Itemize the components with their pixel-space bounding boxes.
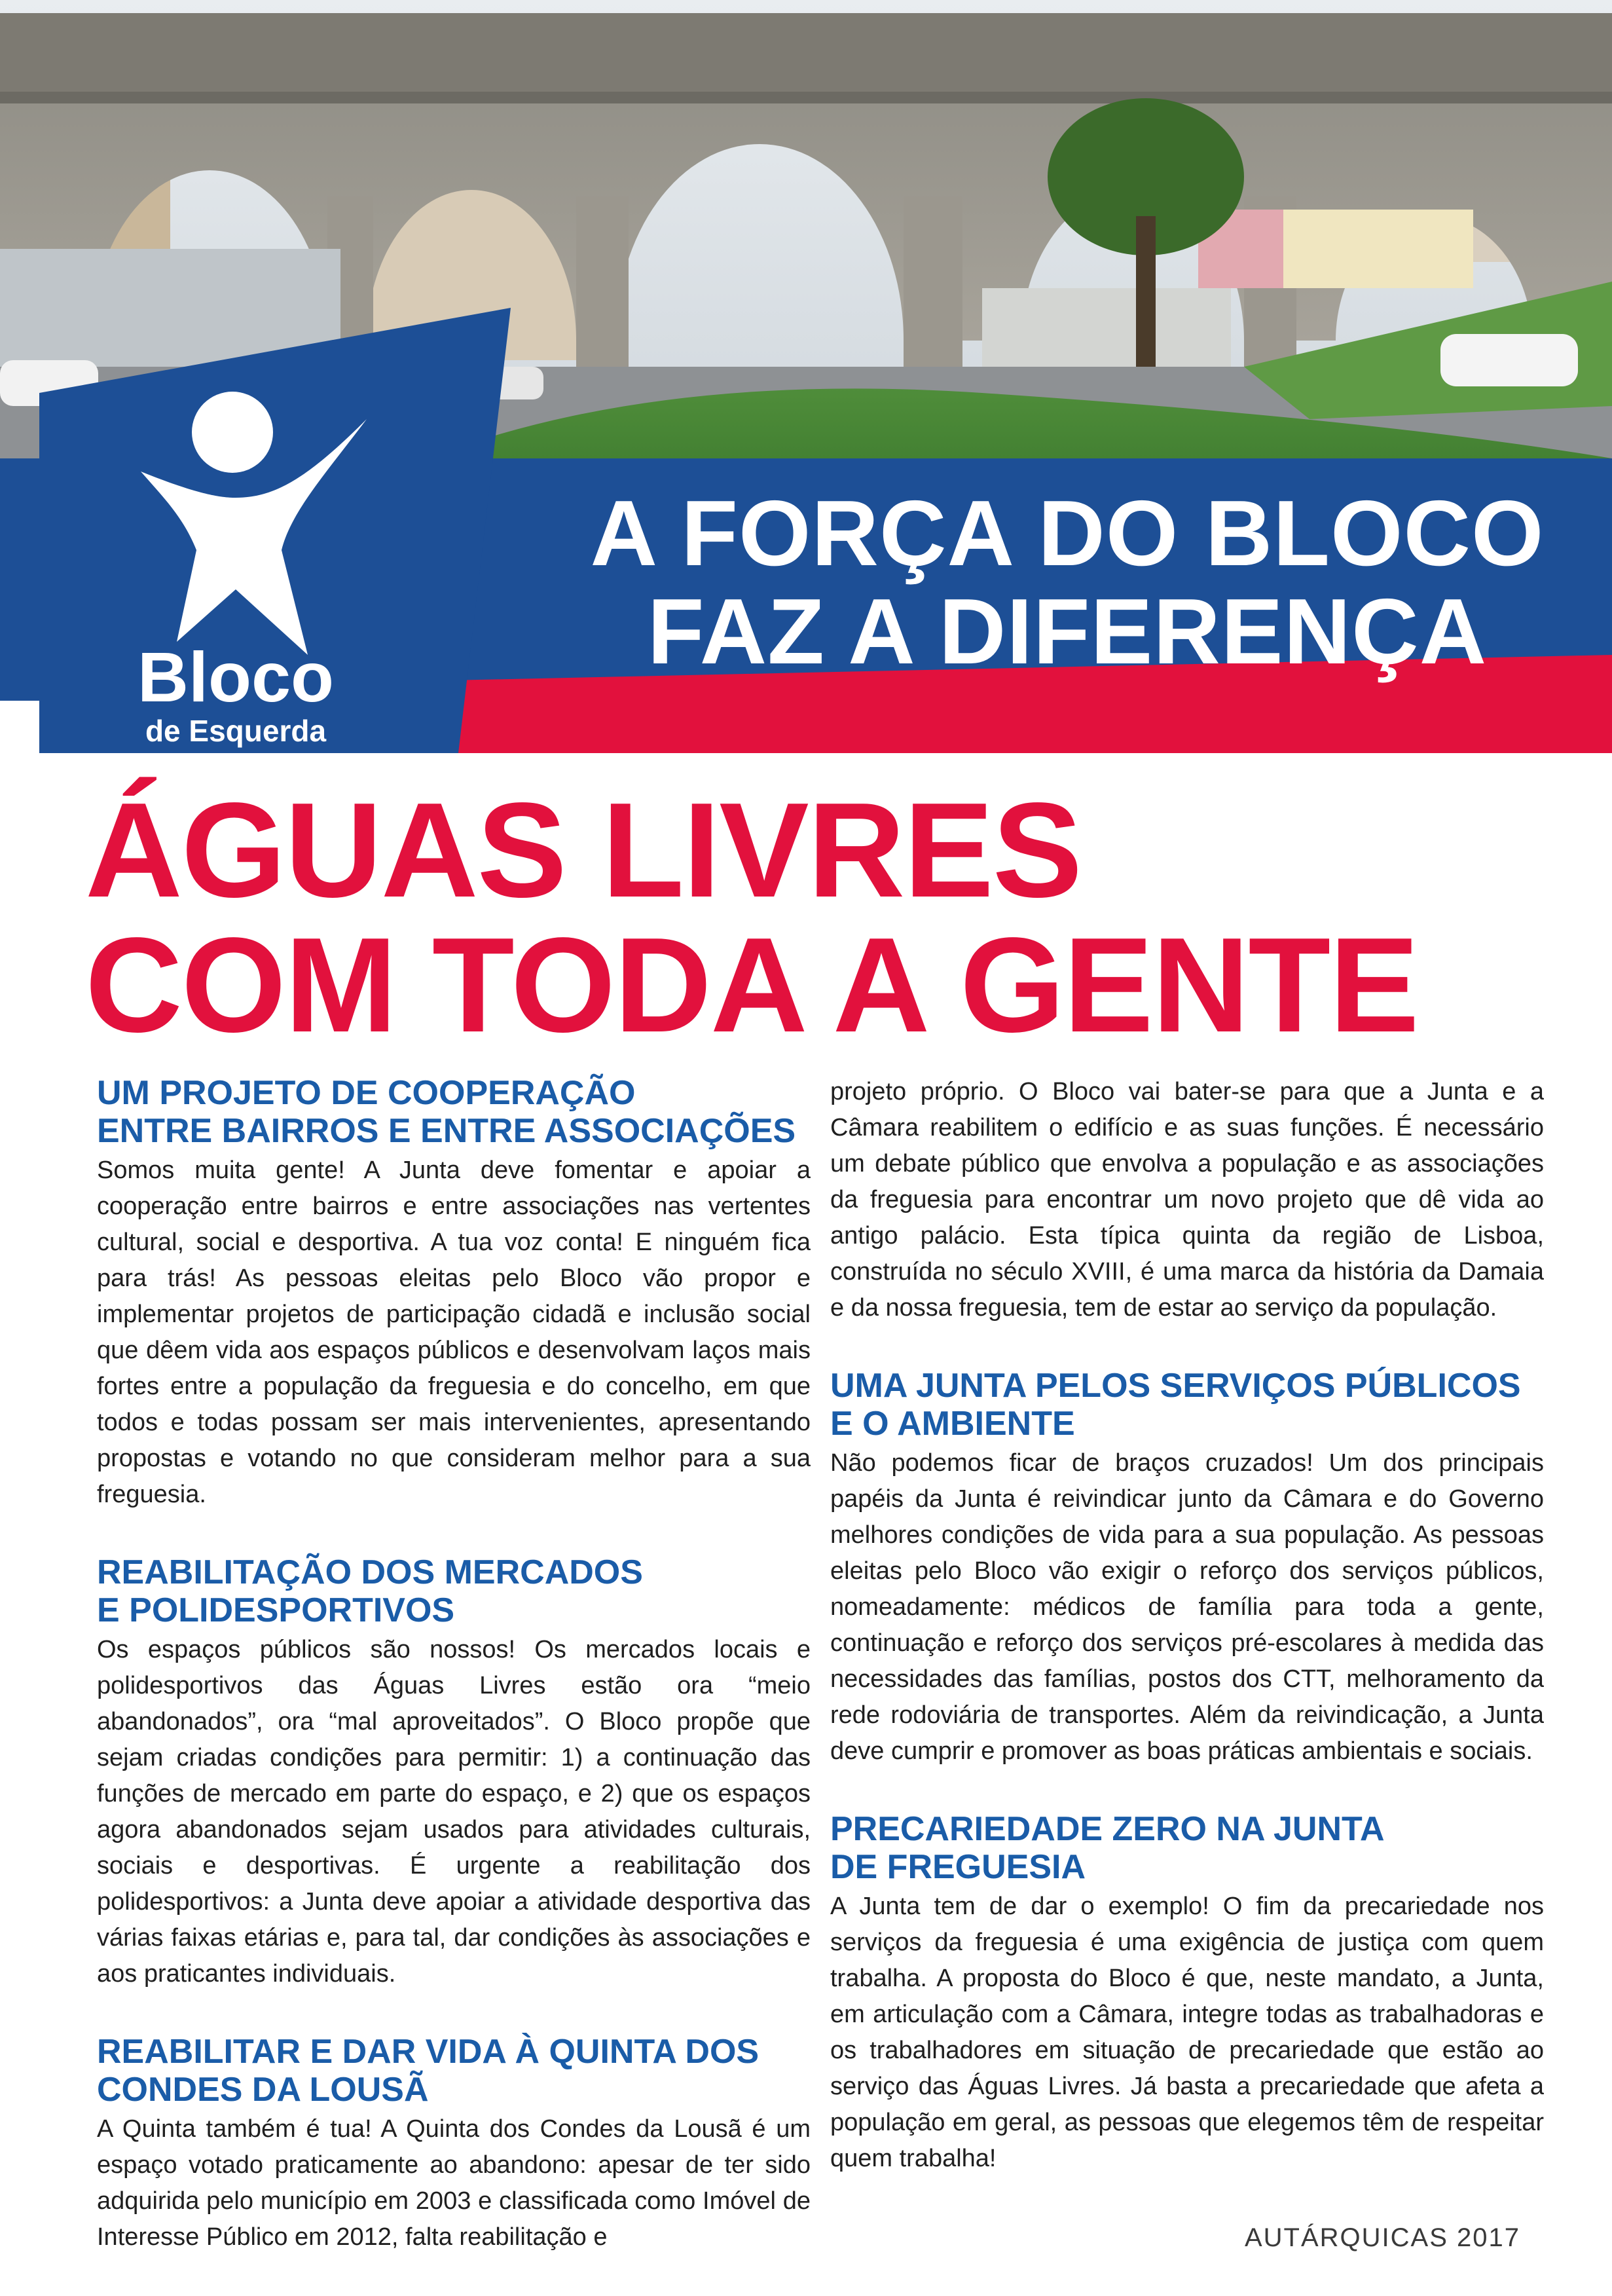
logo-subtitle: de Esquerda xyxy=(145,714,327,748)
headline-line-2: FAZ A DIFERENÇA xyxy=(647,580,1488,684)
section-title xyxy=(830,1810,1544,1886)
headline-line-1: A FORÇA DO BLOCO xyxy=(590,481,1545,585)
section-title-line: UM PROJETO DE COOPERAÇÃO xyxy=(97,1074,636,1112)
section-body: A Quinta também é tua! A Quinta dos Condes da Lousã é um espaço votado praticamente ao abandono: apesar de ter sido adquirida pelo município em 2003 e classificada como Imóvel de Interesse Público em 2012, falta reabilitação e xyxy=(97,2115,811,2251)
section-title xyxy=(830,1367,1544,1443)
hero-banner xyxy=(0,0,1612,753)
section-title-line: E O AMBIENTE xyxy=(830,1405,1075,1443)
footer-label: AUTÁRQUICAS 2017 xyxy=(1244,2223,1520,2252)
section-title-line: DE FREGUESIA xyxy=(830,1848,1086,1886)
main-title-line-1: ÁGUAS LIVRES xyxy=(85,775,1082,925)
section-title-line: REABILITAÇÃO DOS MERCADOS xyxy=(97,1553,643,1591)
section-body: projeto próprio. O Bloco vai bater-se para que a Junta e a Câmara reabilitem o edifício e as suas funções. É necessário um debate público que envolva a população e as associações da freguesia para encontrar um novo projeto que dê vida ao antigo palácio. Esta típica quinta da região de Lisboa, construída no século XVIII, é uma marca da história da Damaia e da nossa freguesia, tem de estar ao serviço da população. xyxy=(830,1078,1544,1322)
section-servicos xyxy=(830,1367,1544,1769)
main-title xyxy=(85,775,1565,1060)
section-title-line: ENTRE BAIRROS E ENTRE ASSOCIAÇÕES xyxy=(97,1112,796,1150)
section-title-line: CONDES DA LOUSÃ xyxy=(97,2071,429,2109)
left-column xyxy=(97,1074,811,2296)
section-mercados xyxy=(97,1553,811,1992)
section-title-line: E POLIDESPORTIVOS xyxy=(97,1591,455,1629)
right-column xyxy=(830,1074,1544,2217)
section-title xyxy=(97,1553,811,1629)
section-body: Os espaços públicos são nossos! Os mercados locais e polidesportivos das Águas Livres estão ora “meio abandonados”, ora “mal aproveitados”. O Bloco propõe que sejam criadas condições para permitir: 1) a continuação das funções de mercado em parte do espaço, e 2) que os espaços agora abandonados sejam usados para atividades culturais, sociais e desportivas. É urgente a reabilitação dos polidesportivos: a Junta deve apoiar a atividade desportiva das várias faixas etárias e, para tal, dar condições às associações e aos praticantes individuais. xyxy=(97,1636,811,1988)
section-title-line: PRECARIEDADE ZERO NA JUNTA xyxy=(830,1810,1385,1848)
logo-name: Bloco xyxy=(137,637,334,716)
section-cooperacao xyxy=(97,1074,811,1513)
section-body: Não podemos ficar de braços cruzados! Um dos principais papéis da Junta é reivindicar junto da Câmara e do Governo melhores condições de vida para a sua população. As pessoas eleitas pelo Bloco vão exigir o reforço dos serviços públicos, nomeadamente: médicos de família para toda a gente, continuação e reforço dos serviços pré-escolares à medida das necessidades das famílias, postos dos CTT, melhoramento da rede rodoviária de transportes. Além da reivindicação, a Junta deve cumprir e promover as boas práticas ambientais e sociais. xyxy=(830,1449,1544,1765)
section-title xyxy=(97,1074,811,1150)
main-title-line-2: COM TODA A GENTE xyxy=(85,910,1418,1060)
section-quinta-continued xyxy=(830,1074,1544,1326)
banner-headline xyxy=(576,481,1558,684)
section-title-line: UMA JUNTA PELOS SERVIÇOS PÚBLICOS xyxy=(830,1367,1521,1405)
section-quinta xyxy=(97,2033,811,2255)
section-title xyxy=(97,2033,811,2109)
section-body: Somos muita gente! A Junta deve fomentar e apoiar a cooperação entre bairros e entre associações nas vertentes cultural, social e desportiva. A tua voz conta! E ninguém fica para trás! As pessoas eleitas pelo Bloco vão propor e implementar projetos de participação cidadã e inclusão social que dêem vida aos espaços públicos e desenvolvam laços mais fortes entre a população da freguesia e do concelho, em que todos e todas possam ser mais intervenientes, apresentando propostas e votando no que consideram melhor para a sua freguesia. xyxy=(97,1157,811,1508)
section-title-line: REABILITAR E DAR VIDA À QUINTA DOS xyxy=(97,2033,760,2071)
section-body: A Junta tem de dar o exemplo! O fim da precariedade nos serviços da freguesia é uma exigência de justiça com quem trabalha. A proposta do Bloco é que, neste mandato, a Junta, em articulação com a Câmara, integre todas as trabalhadoras e os trabalhadores em situação de precariedade que estão ao serviço das Águas Livres. Já basta a precariedade que afeta a população em geral, as pessoas que elegemos têm de respeitar quem trabalha! xyxy=(830,1893,1544,2172)
section-precariedade xyxy=(830,1810,1544,2177)
party-logo xyxy=(79,637,393,749)
